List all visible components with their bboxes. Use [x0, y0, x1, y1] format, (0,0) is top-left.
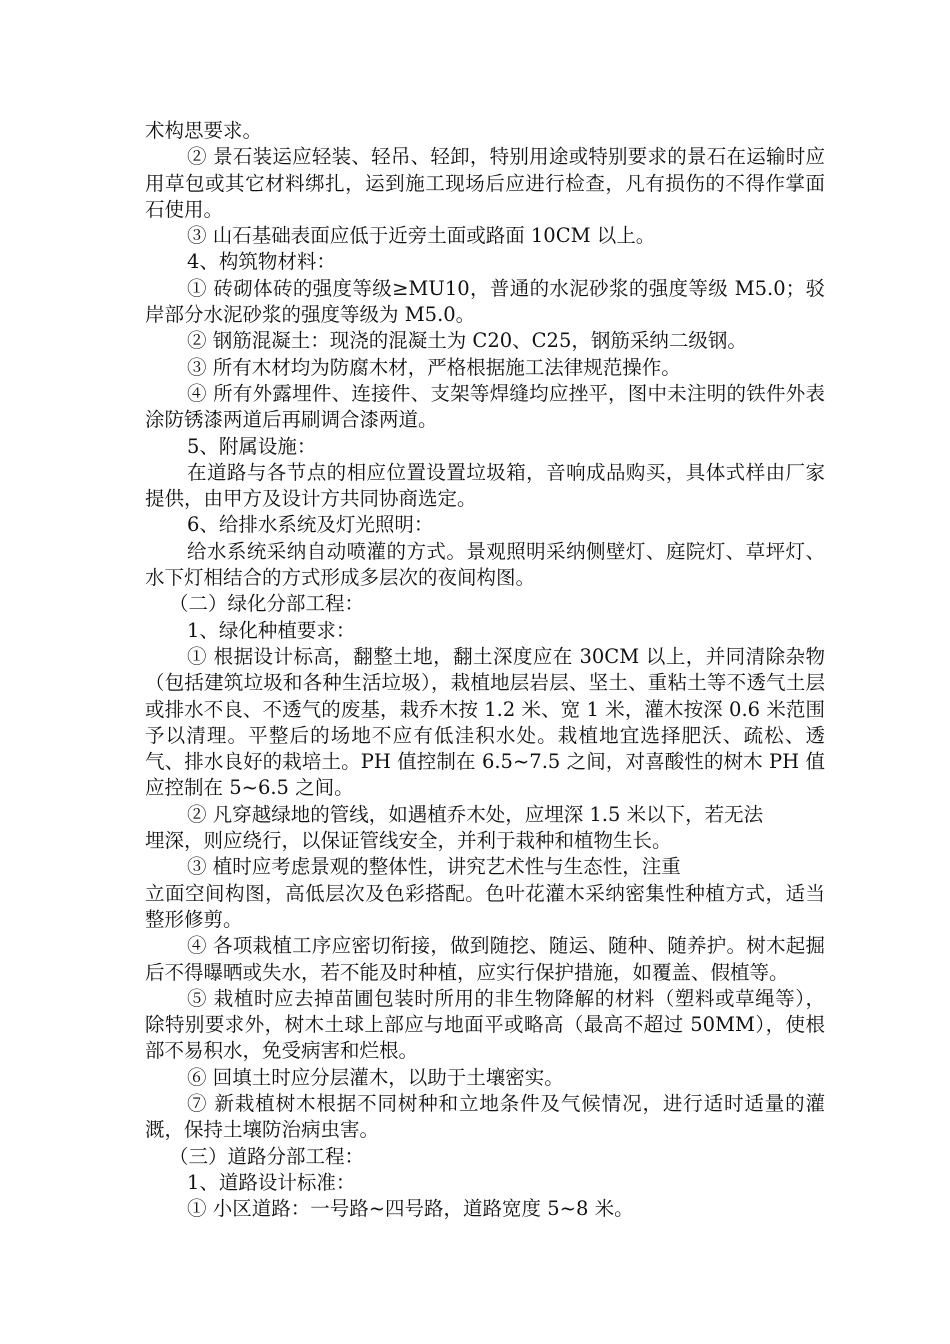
paragraph-trash-bins: 在道路与各节点的相应位置设置垃圾箱，音响成品购买，具体式样由厂家提供，由甲方及设计方共同协商选定。 [145, 460, 825, 511]
paragraph-stone-foundation: ③ 山石基础表面应低于近旁土面或路面 10CM 以上。 [187, 224, 656, 248]
paragraph-packaging-removal: ⑤ 栽植时应去掉苗圃包装时所用的非生物降解的材料（塑料或草绳等），除特别要求外，树木土球上部应与地面平或略高（最高不超过 50MM），使根部不易积水，免受病害和烂根。 [145, 986, 825, 1063]
paragraph-irrigation-new-trees: ⑦ 新栽植树木根据不同树种和立地条件及气候情况，进行适时适量的灌溉，保持土壤防治病虫害。 [145, 1091, 825, 1142]
paragraph-backfill: ⑥ 回填土时应分层灌木，以助于土壤密实。 [187, 1065, 564, 1089]
paragraph-wood: ③ 所有木材均为防腐木材，严格根据施工法律规范操作。 [187, 355, 681, 379]
paragraph-community-roads: ① 小区道路：一号路~四号路，道路宽度 5~8 米。 [187, 1197, 634, 1221]
paragraph-continuation: 术构思要求。 [145, 119, 263, 142]
heading-auxiliary-facilities: 5、附属设施： [187, 434, 317, 458]
paragraph-concrete: ② 钢筋混凝土：现浇的混凝土为 C20、C25，钢筋采纳二级钢。 [187, 329, 747, 353]
paragraph-soil-preparation: ① 根据设计标高，翻整土地，翻土深度应在 30CM 以上，并同清除杂物（包括建筑垃圾和各种生活垃圾），栽植地层岩层、坚土、重粘土等不透气土层或排水不良、不透气的废基，栽乔木按 1.2 米、宽 1 米，灌木按深 0.6 米范围予以清理。平整后的场地不应有低洼积水处。栽植地宜选择肥沃、疏松、透气、排水良好的栽培土。PH 值控制在 6.5~7.5 之间，对喜酸性的树木 PH 值应控制在 5~6.5 之间。 [145, 644, 825, 800]
heading-structure-materials: 4、构筑物材料： [187, 250, 336, 274]
heading-greening-section: （二）绿化分部工程： [169, 592, 365, 616]
paragraph-planting-procedures: ④ 各项栽植工序应密切衔接，做到随挖、随运、随种、随养护。树木起掘后不得曝晒或失水，若不能及时种植，应实行保护措施，如覆盖、假植等。 [145, 934, 825, 984]
heading-road-section: （三）道路分部工程： [169, 1144, 365, 1168]
document-page [145, 118, 825, 1222]
paragraph-pipelines: ② 凡穿越绿地的管线，如遇植乔木处，应埋深 1.5 米以下，若无法 [187, 802, 764, 826]
paragraph-irrigation-lighting: 给水系统采纳自动喷灌的方式。景观照明采纳侧壁灯、庭院灯、草坪灯、水下灯相结合的方式形成多层次的夜间构图。 [145, 539, 825, 590]
heading-road-standards: 1、道路设计标准： [187, 1170, 356, 1194]
paragraph-brick-strength: ① 砖砌体砖的强度等级≥MU10，普通的水泥砂浆的强度等级 M5.0；驳岸部分水泥砂浆的强度等级为 M5.0。 [145, 276, 825, 327]
paragraph-welding: ④ 所有外露埋件、连接件、支架等焊缝均应挫平，图中未注明的铁件外表涂防锈漆两道后再刷调合漆两道。 [145, 381, 825, 432]
heading-planting-requirements: 1、绿化种植要求： [187, 618, 356, 642]
paragraph-vertical-composition: 立面空间构图，高低层次及色彩搭配。色叶花灌木采纳密集性种植方式，适当整形修剪。 [145, 881, 825, 931]
paragraph-stone-transport: ② 景石装运应轻装、轻吊、轻卸，特别用途或特别要求的景石在运输时应用草包或其它材料绑扎，运到施工现场后应进行检查，凡有损伤的不得作掌面石使用。 [145, 145, 825, 221]
heading-drainage-lighting: 6、给排水系统及灯光照明： [187, 513, 434, 537]
paragraph-pipelines-continued: 埋深，则应绕行，以保证管线安全，并利于栽种和植物生长。 [145, 829, 672, 853]
paragraph-landscape-integrity: ③ 植时应考虑景观的整体性，讲究艺术性与生态性，注重 [187, 855, 681, 879]
